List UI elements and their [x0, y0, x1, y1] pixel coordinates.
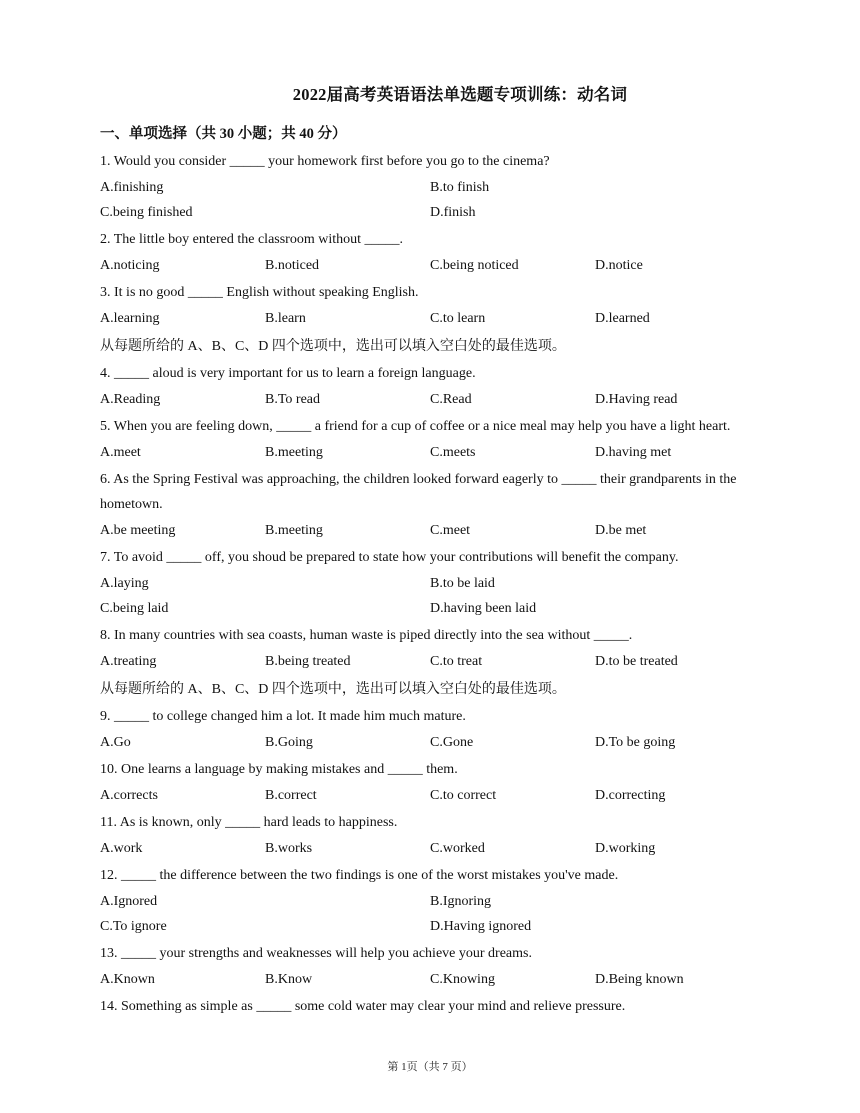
option-c: C.being noticed	[430, 258, 519, 273]
option-d: D.working	[595, 841, 656, 856]
option-row	[100, 596, 760, 621]
question-stem: 6. As the Spring Festival was approaching, the children looked forward eagerly to _____ their grandparents in the hometown.	[100, 472, 737, 512]
option-b: B.To read	[265, 392, 321, 407]
option-d: D.be met	[595, 523, 647, 538]
option-row	[100, 889, 760, 914]
question-stem: 5. When you are feeling down, _____ a friend for a cup of coffee or a nice meal may help you have a light heart.	[100, 419, 731, 434]
option-b: B.to finish	[430, 180, 490, 195]
option-a: A.Reading	[100, 392, 161, 407]
question-stem: 4. _____ aloud is very important for us to learn a foreign language.	[100, 366, 476, 381]
option-d: D.to be treated	[595, 654, 678, 669]
option-b: B.to be laid	[430, 576, 495, 591]
question-stem: 13. _____ your strengths and weaknesses will help you achieve your dreams.	[100, 946, 532, 961]
option-d: D.Having ignored	[430, 919, 532, 934]
option-c: C.being finished	[100, 205, 193, 220]
option-a: A.work	[100, 841, 143, 856]
option-row	[100, 967, 760, 993]
option-row	[100, 387, 760, 413]
question-stem: 3. It is no good _____ English without speaking English.	[100, 285, 419, 300]
option-d: D.correcting	[595, 788, 666, 803]
option-a: A.corrects	[100, 788, 158, 803]
option-b: B.being treated	[265, 654, 351, 669]
option-d: D.Being known	[595, 972, 684, 987]
question-stem: 10. One learns a language by making mistakes and _____ them.	[100, 762, 458, 777]
question-stem: 9. _____ to college changed him a lot. It made him much mature.	[100, 709, 466, 724]
option-b: B.meeting	[265, 445, 323, 460]
instruction-text: 从每题所给的 A、B、C、D 四个选项中，选出可以填入空白处的最佳选项。	[100, 339, 566, 354]
option-a: A.treating	[100, 654, 157, 669]
page-footer: 第 1页（共 7 页）	[387, 1061, 473, 1073]
option-c: C.to correct	[430, 788, 497, 803]
option-a: A.Known	[100, 972, 155, 987]
option-row	[100, 175, 760, 200]
option-d: D.having been laid	[430, 601, 537, 616]
option-row	[100, 649, 760, 675]
question-stem: 8. In many countries with sea coasts, human waste is piped directly into the sea without _____.	[100, 628, 633, 643]
section-heading: 一、单项选择（共 30 小题；共 40 分）	[100, 126, 347, 142]
option-b: B.Know	[265, 972, 313, 987]
option-c: C.Gone	[430, 735, 474, 750]
option-b: B.learn	[265, 311, 306, 326]
document-title: 2022届高考英语语法单选题专项训练：动名词	[292, 85, 628, 104]
question-stem: 1. Would you consider _____ your homework first before you go to the cinema?	[100, 154, 550, 169]
option-a: A.Go	[100, 735, 131, 750]
option-c: C.Read	[430, 392, 472, 407]
option-b: B.works	[265, 841, 313, 856]
option-a: A.laying	[100, 576, 149, 591]
option-a: A.noticing	[100, 258, 160, 273]
option-d: D.learned	[595, 311, 650, 326]
option-row	[100, 783, 760, 809]
option-b: B.meeting	[265, 523, 323, 538]
option-c: C.being laid	[100, 601, 169, 616]
option-d: D.notice	[595, 258, 643, 273]
option-d: D.To be going	[595, 735, 676, 750]
option-row	[100, 571, 760, 596]
option-row	[100, 253, 760, 279]
option-row	[100, 914, 760, 939]
option-row	[100, 200, 760, 225]
option-c: C.to treat	[430, 654, 483, 669]
option-d: D.having met	[595, 445, 672, 460]
option-row	[100, 306, 760, 332]
option-c: C.meets	[430, 445, 476, 460]
option-c: C.Knowing	[430, 972, 495, 987]
option-row	[100, 440, 760, 466]
option-b: B.noticed	[265, 258, 320, 273]
option-row	[100, 518, 760, 544]
question-stem: 12. _____ the difference between the two findings is one of the worst mistakes you've made.	[100, 868, 619, 883]
option-c: C.to learn	[430, 311, 486, 326]
question-stem: 7. To avoid _____ off, you shoud be prepared to state how your contributions will benefit the company.	[100, 550, 679, 565]
option-row	[100, 730, 760, 756]
option-a: A.meet	[100, 445, 141, 460]
option-a: A.finishing	[100, 180, 164, 195]
option-a: A.Ignored	[100, 894, 158, 909]
option-b: B.Going	[265, 735, 313, 750]
option-d: D.finish	[430, 205, 476, 220]
option-c: C.To ignore	[100, 919, 167, 934]
instruction-text: 从每题所给的 A、B、C、D 四个选项中，选出可以填入空白处的最佳选项。	[100, 682, 566, 697]
option-b: B.correct	[265, 788, 317, 803]
question-stem: 11. As is known, only _____ hard leads to happiness.	[100, 815, 398, 830]
option-c: C.meet	[430, 523, 471, 538]
option-a: A.be meeting	[100, 523, 176, 538]
question-stem: 14. Something as simple as _____ some cold water may clear your mind and relieve pressure.	[100, 999, 626, 1014]
option-b: B.Ignoring	[430, 894, 492, 909]
option-c: C.worked	[430, 841, 485, 856]
question-list	[100, 149, 760, 1020]
option-d: D.Having read	[595, 392, 678, 407]
question-stem: 2. The little boy entered the classroom without _____.	[100, 232, 404, 247]
option-a: A.learning	[100, 311, 160, 326]
option-row	[100, 836, 760, 862]
